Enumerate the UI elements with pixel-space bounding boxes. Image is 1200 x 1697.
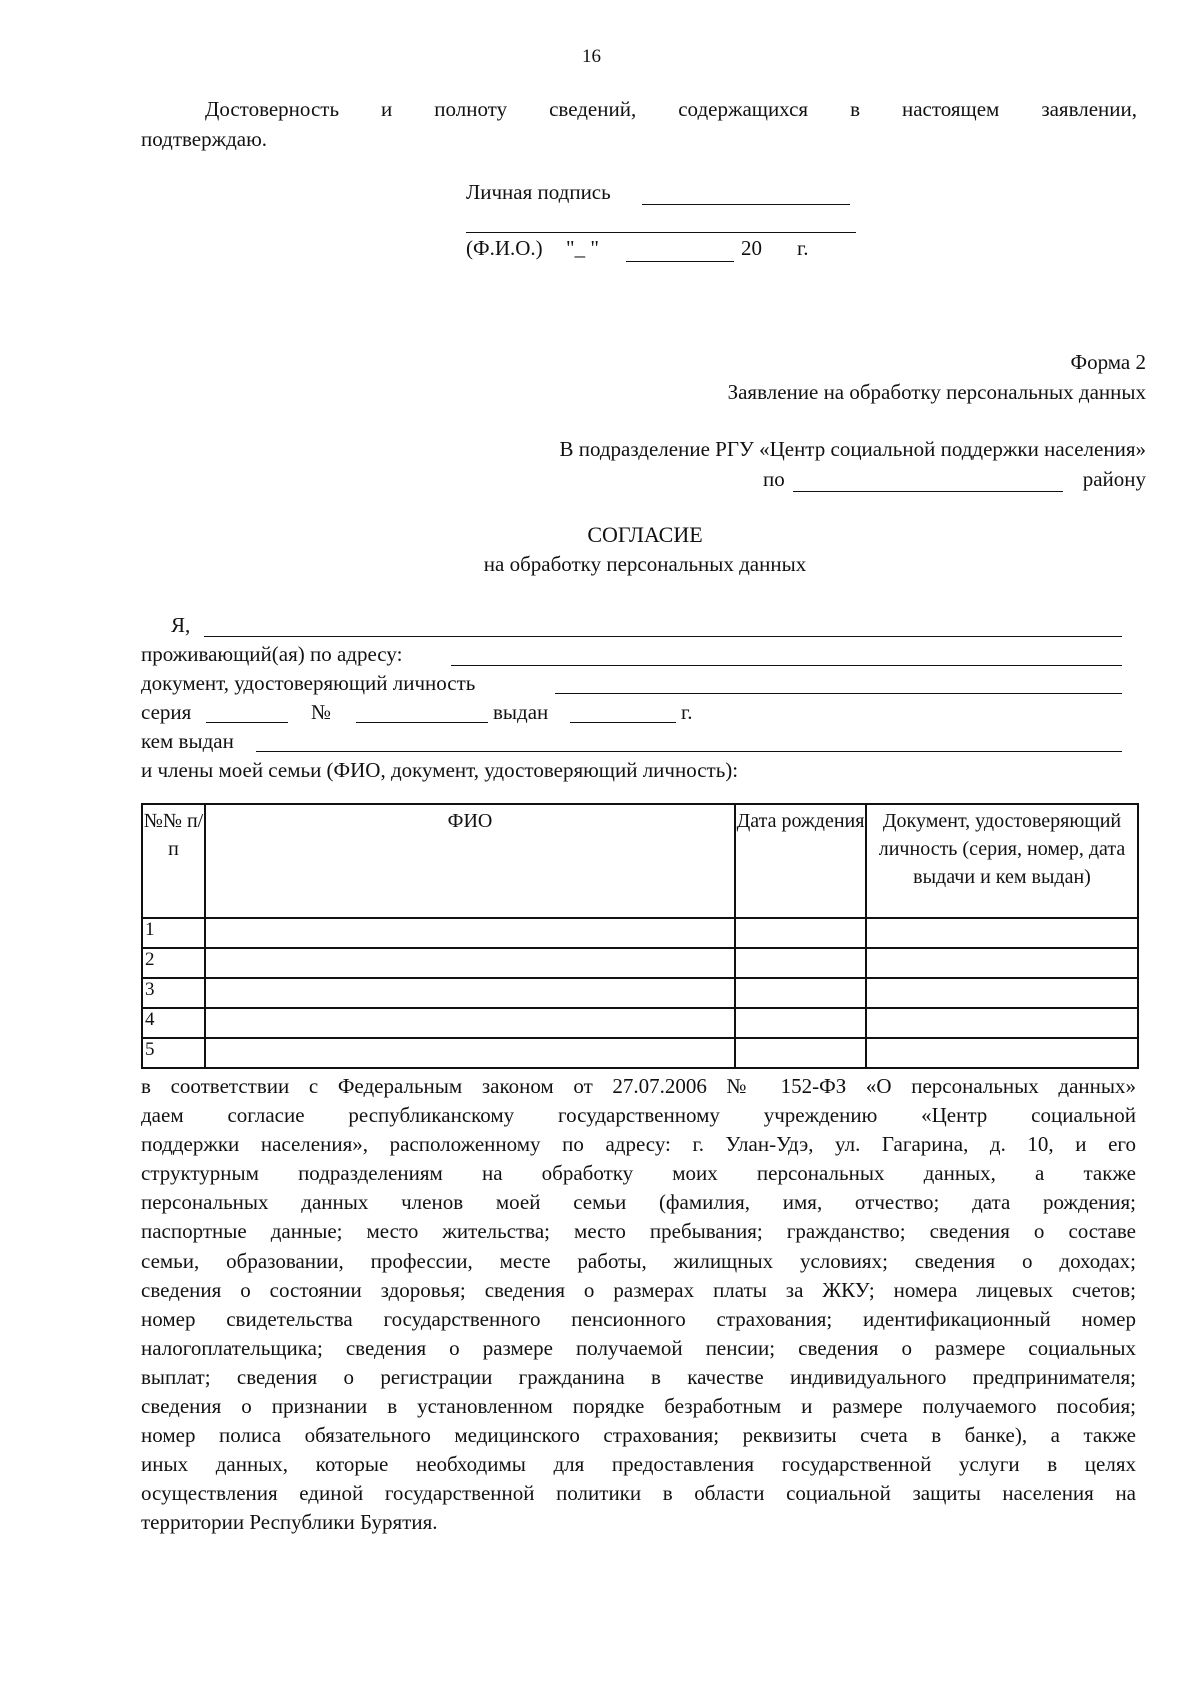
consent-line: паспортные данные; место жительства; место пребывания; гражданство; сведения о составе [141,1219,1136,1244]
row-birth-cell[interactable] [735,1038,866,1068]
field-address-label: проживающий(ая) по адресу: [141,642,403,666]
table-row [142,978,1138,1008]
consent-line: персональных данных членов моей семьи (фамилия, имя, отчество; дата рождения; [141,1190,1136,1215]
field-issued-year-suffix: г. [681,700,693,724]
table-row [142,948,1138,978]
row-fio-cell[interactable] [205,978,735,1008]
consent-line: поддержки населения», расположенному по адресу: г. Улан-Удэ, ул. Гагарина, д. 10, и его [141,1132,1136,1157]
fio-label: (Ф.И.О.) [466,236,543,260]
row-fio-cell[interactable] [205,1038,735,1068]
field-series-blank[interactable] [206,722,288,723]
consent-line: осуществления единой государственной политики в области социальной защиты населения на [141,1481,1136,1506]
field-address-blank[interactable] [451,665,1122,666]
consent-line: сведения о признании в установленном порядке безработным и размере получаемого пособия; [141,1394,1136,1419]
row-doc-cell[interactable] [866,978,1138,1008]
header-number: №№ п/п [142,804,205,918]
fio-blank[interactable] [466,232,856,233]
consent-line: структурным подразделениям на обработку моих персональных данных, а также [141,1161,1136,1186]
confirmation-line-2: подтверждаю. [141,127,268,151]
row-birth-cell[interactable] [735,1008,866,1038]
consent-line: семьи, образовании, профессии, месте работы, жилищных условиях; сведения о доходах; [141,1248,1136,1273]
confirmation-line-1: Достоверность и полноту сведений, содержащихся в настоящем заявлении, [205,97,1137,121]
consent-line: налогоплательщика; сведения о размере получаемой пенсии; сведения о размере социальных [141,1335,1136,1360]
row-fio-cell[interactable] [205,918,735,948]
row-doc-cell[interactable] [866,1038,1138,1068]
family-members-table [141,803,1139,1069]
year-suffix: г. [797,236,809,260]
row-number: 1 [142,918,205,948]
field-series-label: серия [141,700,192,724]
personal-signature-label: Личная подпись [466,180,611,204]
field-number-sign: № [311,700,332,724]
row-birth-cell[interactable] [735,918,866,948]
consent-line: номер полиса обязательного медицинского страхования; реквизиты счета в банке), а также [141,1423,1136,1448]
header-birth-date: Дата рождения [735,804,866,918]
consent-line: в соответствии с Федеральным законом от 27.07.2006 № 152-ФЗ «О персональных данных» [141,1074,1136,1098]
field-issued-by-blank[interactable] [256,751,1122,752]
row-number: 3 [142,978,205,1008]
form-number: Форма 2 [1070,350,1146,374]
consent-line: выплат; сведения о регистрации гражданина в качестве индивидуального предпринимателя; [141,1364,1136,1389]
form-title: Заявление на обработку персональных данных [727,380,1146,404]
row-doc-cell[interactable] [866,948,1138,978]
row-fio-cell[interactable] [205,1008,735,1038]
field-ya-label: Я, [171,613,191,637]
consent-paragraph [141,1072,1136,1538]
table-row [142,1008,1138,1038]
row-number: 2 [142,948,205,978]
row-number: 4 [142,1008,205,1038]
table-row [142,918,1138,948]
consent-line: территории Республики Бурятия. [141,1510,438,1535]
header-id-document: Документ, удостоверяющий личность (серия, номер, дата выдачи и кем выдан) [866,804,1138,918]
consent-line: номер свидетельства государственного пенсионного страхования; идентификационный номер [141,1306,1136,1331]
addressee-rayon: району [1082,467,1146,491]
field-issued-by-label: кем выдан [141,729,234,753]
consent-line: сведения о состоянии здоровья; сведения о размерах платы за ЖКУ; номера лицевых счетов; [141,1277,1136,1302]
month-blank[interactable] [626,261,734,262]
field-id-document-label: документ, удостоверяющий личность [141,671,476,695]
table-row [142,1038,1138,1068]
addressee-line-1: В подразделение РГУ «Центр социальной поддержки населения» [559,437,1146,461]
year-label: 20 [741,236,762,260]
row-doc-cell[interactable] [866,918,1138,948]
field-issued-blank[interactable] [570,722,676,723]
header-fio: ФИО [205,804,735,918]
rayon-blank[interactable] [793,491,1063,492]
document-subtitle: на обработку персональных данных [483,552,807,576]
field-number-blank[interactable] [356,722,488,723]
consent-line: даем согласие республиканскому государственному учреждению «Центр социальной [141,1103,1136,1128]
field-id-document-blank[interactable] [555,693,1122,694]
signature-blank[interactable] [642,204,850,205]
page-number: 16 [582,46,601,67]
family-members-label: и члены моей семьи (ФИО, документ, удостоверяющий личность): [141,758,739,782]
field-issued-label: выдан [493,700,549,724]
document-title: СОГЛАСИЕ [587,522,703,547]
table-header-row [142,804,1138,918]
consent-line: иных данных, которые необходимы для предоставления государственной услуги в целях [141,1452,1136,1477]
row-number: 5 [142,1038,205,1068]
row-birth-cell[interactable] [735,948,866,978]
row-fio-cell[interactable] [205,948,735,978]
field-ya-blank[interactable] [204,636,1122,637]
addressee-po: по [763,467,785,491]
row-birth-cell[interactable] [735,978,866,1008]
day-mark: "_ " [566,236,599,260]
row-doc-cell[interactable] [866,1008,1138,1038]
